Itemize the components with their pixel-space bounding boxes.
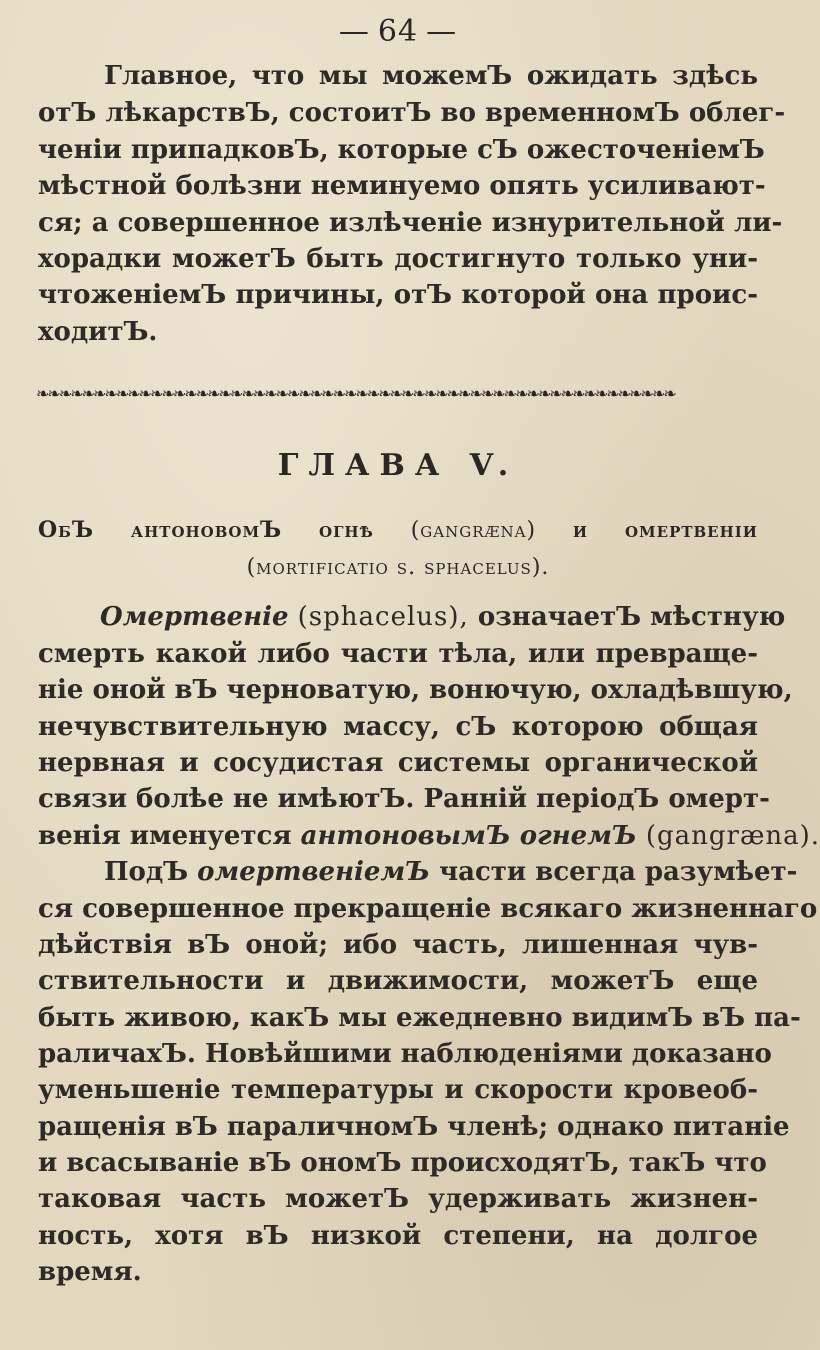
chapter-heading-line2 bbox=[38, 550, 758, 585]
paragraph3-line: ся совершенное прекращеніе всякаго жизненнаго bbox=[38, 894, 818, 924]
paragraph1-line: отЪ лѣкарствЪ, состоитЪ во временномЪ облег- bbox=[38, 98, 786, 128]
paragraph3-line: дѣйствія вЪ оной; ибо часть, лишенная чув- bbox=[38, 930, 758, 960]
paragraph2-line: смерть какой либо части тѣла, или превраще- bbox=[38, 639, 758, 669]
paragraph3-line: ствительности и движимости, можетЪ еще bbox=[38, 966, 758, 996]
paragraph3-line: быть живою, какЪ мы ежедневно видимЪ вЪ па- bbox=[38, 1003, 801, 1033]
paragraph2-line: ніе оной вЪ черноватую, вонючую, охладѣвшую, bbox=[38, 675, 793, 705]
italic-term: Омертвеніе bbox=[100, 602, 289, 632]
paragraph1-line: мѣстной болѣзни неминуемо опять усиливают- bbox=[38, 171, 766, 201]
paragraph2-line: нервная и сосудистая системы органической bbox=[38, 748, 758, 778]
page-number: 64 bbox=[377, 14, 419, 49]
paragraph3-line: уменьшеніе температуры и скорости кровеоб- bbox=[38, 1075, 758, 1105]
line-text: части всегда разумѣет- bbox=[439, 857, 798, 887]
paragraph2-line: связи болѣе не имѣютЪ. Ранній періодЪ омерт- bbox=[38, 784, 770, 814]
heading-text: ОбЪ антоновомЪ огнѣ bbox=[38, 517, 374, 543]
line-text: ПодЪ bbox=[104, 857, 189, 887]
dash-left: — bbox=[338, 14, 370, 49]
italic-term: омертвеніемЪ bbox=[197, 857, 431, 887]
latin-term: (gangræna). bbox=[645, 821, 820, 851]
heading-latin-term: (gangræna) bbox=[410, 518, 537, 543]
page-number-header bbox=[0, 14, 796, 49]
paragraph3-line: и всасываніе вЪ ономЪ происходятЪ, такЪ что bbox=[38, 1148, 767, 1178]
line-text: венія именуется bbox=[38, 821, 292, 851]
line-text: означаетЪ мѣстную bbox=[477, 602, 786, 632]
heading-latin-term: (mortificatio s. sphacelus). bbox=[246, 555, 550, 580]
ornamental-divider: ❧❧❧❧❧❧❧❧❧❧❧❧❧❧❧❧❧❧❧❧❧❧❧❧❧❧❧❧❧❧❧❧❧❧❧❧❧❧❧❧❧❧❧❧❧❧❧❧❧❧❧❧❧❧❧❧ bbox=[36, 384, 675, 403]
chapter-heading-line1 bbox=[38, 513, 758, 548]
paragraph1-line: хорадки можетЪ быть достигнуто только уни- bbox=[38, 244, 758, 274]
paragraph1-line: ходитЪ. bbox=[38, 317, 158, 347]
latin-term: (sphacelus), bbox=[297, 602, 469, 632]
paragraph3-line: таковая часть можетЪ удерживать жизнен- bbox=[38, 1184, 758, 1214]
paragraph3-line: раличахЪ. Новѣйшими наблюденіями доказано bbox=[38, 1039, 772, 1069]
paragraph1-line: ся; а совершенное излѣченіе изнурительной ли- bbox=[38, 208, 783, 238]
paragraph2-line: нечувствительную массу, сЪ которою общая bbox=[38, 712, 758, 742]
paragraph2-line bbox=[100, 599, 786, 635]
dash-right: — bbox=[426, 14, 458, 49]
paragraph3-line: ность, хотя вЪ низкой степени, на долгое bbox=[38, 1221, 758, 1251]
paragraph1-line: Главное, что мы можемЪ ожидать здѣсь bbox=[104, 61, 758, 91]
paragraph3-line: ращенія вЪ параличномЪ членѣ; однако питаніе bbox=[38, 1112, 790, 1142]
paragraph1-line: чтоженіемЪ причины, отЪ которой она проис- bbox=[38, 280, 758, 310]
paragraph3-line: время. bbox=[38, 1257, 142, 1287]
chapter-title: ГЛАВА V. bbox=[277, 448, 519, 483]
paragraph2-line bbox=[38, 818, 820, 854]
heading-text: и омертвеніи bbox=[572, 517, 758, 543]
italic-term: антоновымЪ огнемЪ bbox=[300, 821, 637, 851]
paragraph3-line bbox=[104, 854, 798, 890]
paragraph1-line: ченіи припадковЪ, которые сЪ ожесточеніемЪ bbox=[38, 135, 765, 165]
